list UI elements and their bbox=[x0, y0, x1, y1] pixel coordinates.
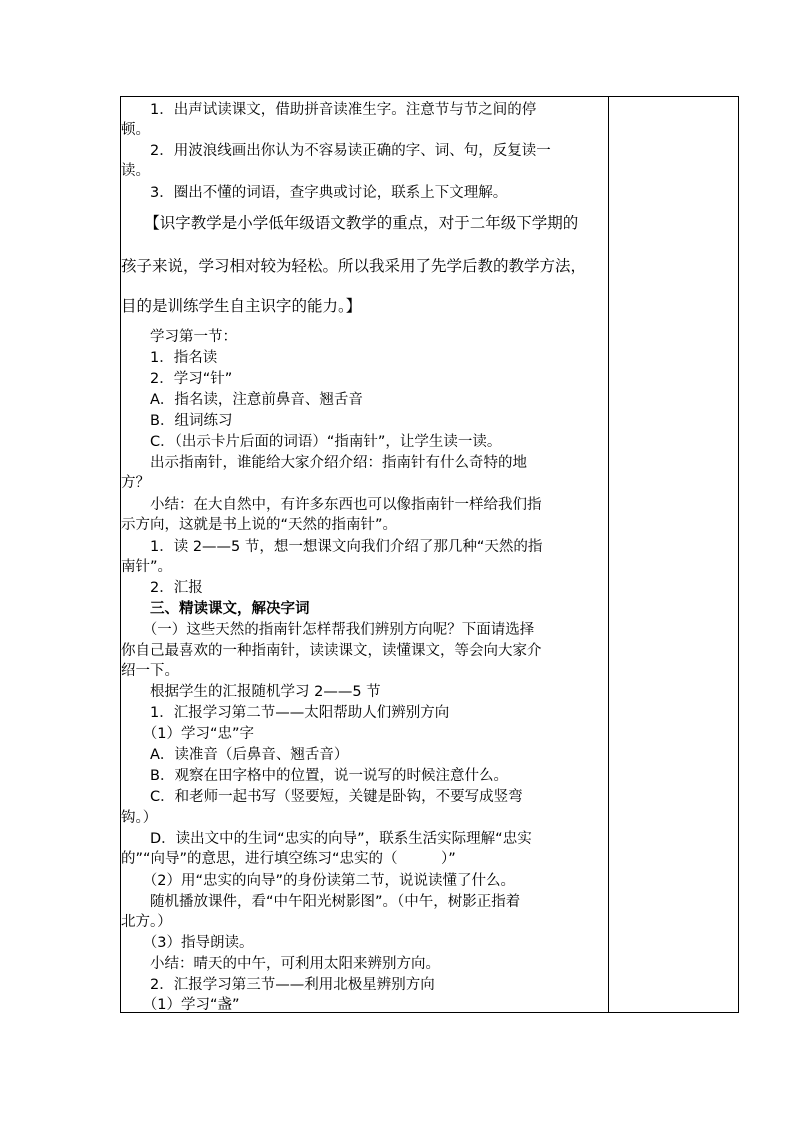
text-line: 1．出声试读课文，借助拼音读准生字。注意节与节之间的停 bbox=[121, 102, 537, 118]
text-line: 3．圈出不懂的词语，查字典或讨论，联系上下文理解。 bbox=[121, 185, 508, 201]
text-line: D．读出文中的生词“忠实的向导”，联系生活实际理解“忠实 bbox=[121, 831, 532, 847]
text-line: 随机播放课件，看“中午阳光树影图”。（中午，树影正指着 bbox=[121, 894, 521, 910]
text-line: A．读准音（后鼻音、翘舌音） bbox=[121, 747, 349, 763]
text-line: 孩子来说，学习相对较为轻松。所以我采用了先学后教的教学方法， bbox=[121, 257, 587, 275]
text-line: B．组词练习 bbox=[121, 413, 233, 429]
text-line: 学习第一节： bbox=[121, 329, 237, 345]
text-line: 1．指名读 bbox=[121, 350, 218, 366]
lesson-content-cell bbox=[121, 97, 608, 1012]
text-line: 1．读 2——5 节，想一想课文向我们介绍了那几种“天然的指 bbox=[121, 539, 543, 555]
text-line: 南针”。 bbox=[121, 559, 173, 575]
text-line: 2．学习“针” bbox=[121, 371, 233, 387]
text-line: 方？ bbox=[121, 475, 150, 491]
text-line: 钩。） bbox=[121, 810, 158, 826]
text-line: 你自己最喜欢的一种指南针，读读课文，读懂课文，等会向大家介 bbox=[121, 643, 542, 659]
text-line: 顿。 bbox=[121, 122, 150, 138]
text-line: 示方向，这就是书上说的“天然的指南针”。 bbox=[121, 517, 398, 533]
text-line: 目的是训练学生自主识字的能力。】 bbox=[121, 297, 362, 315]
text-line: （一）这些天然的指南针怎样帮我们辨别方向呢？下面请选择 bbox=[121, 622, 535, 638]
text-line: 【识字教学是小学低年级语文教学的重点，对于二年级下学期的 bbox=[121, 214, 579, 232]
text-line: C．和老师一起书写（竖要短，关键是卧钩，不要写成竖弯 bbox=[121, 789, 523, 805]
text-line: 2．用波浪线画出你认为不容易读正确的字、词、句，反复读一 bbox=[121, 143, 551, 159]
text-line: B．观察在田字格中的位置，说一说写的时候注意什么。 bbox=[121, 768, 508, 784]
lesson-plan-table bbox=[120, 96, 739, 1013]
text-line: 出示指南针，谁能给大家介绍介绍：指南针有什么奇特的地 bbox=[121, 455, 527, 471]
text-line: A．指名读，注意前鼻音、翘舌音 bbox=[121, 392, 363, 408]
text-line: 北方。） bbox=[121, 914, 172, 930]
text-line: 绍一下。 bbox=[121, 663, 179, 679]
text-line: 读。 bbox=[121, 163, 150, 179]
text-line: （1）学习“盏” bbox=[121, 997, 240, 1012]
text-line: 小结：在大自然中，有许多东西也可以像指南针一样给我们指 bbox=[121, 497, 542, 513]
text-line: 小结：晴天的中午，可利用太阳来辨别方向。 bbox=[121, 956, 440, 972]
text-line: （3）指导朗读。 bbox=[121, 935, 254, 951]
text-line: 1．汇报学习第二节——太阳帮助人们辨别方向 bbox=[121, 705, 450, 721]
text-line: 的”“向导”的意思，进行填空练习“忠实的（ ）” bbox=[121, 851, 456, 867]
text-line: （1）学习“忠”字 bbox=[121, 726, 254, 742]
text-line: 根据学生的汇报随机学习 2——5 节 bbox=[121, 684, 381, 700]
text-line: 2．汇报 bbox=[121, 580, 203, 596]
text-line: 2．汇报学习第三节——利用北极星辨别方向 bbox=[121, 977, 435, 993]
text-line: C．（出示卡片后面的词语）“指南针”，让学生读一读。 bbox=[121, 434, 502, 450]
notes-cell bbox=[609, 97, 738, 1012]
text-line: （2）用“忠实的向导”的身份读第二节，说说读懂了什么。 bbox=[121, 873, 515, 889]
section-heading: 三、精读课文，解决字词 bbox=[121, 601, 310, 617]
